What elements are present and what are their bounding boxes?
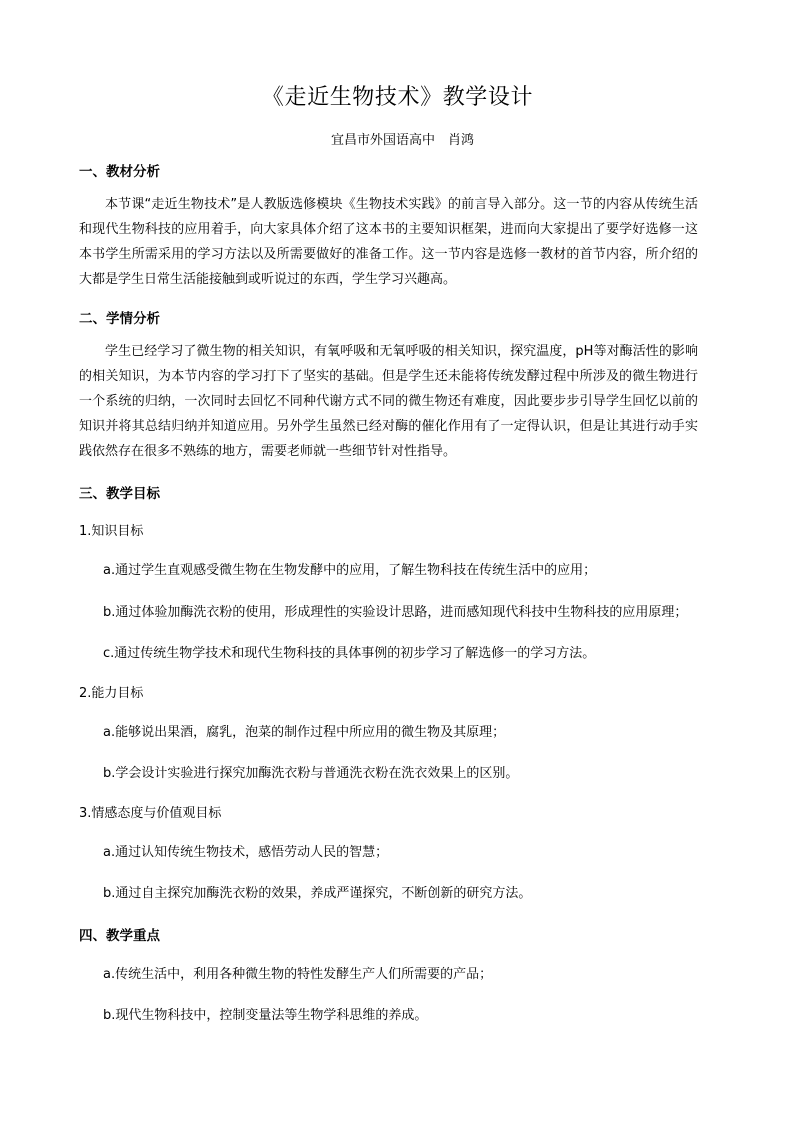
objective-group-attitude-title: 3.情感态度与价值观目标 — [79, 806, 222, 821]
section-heading-textbook-analysis: 一、教材分析 — [79, 164, 160, 180]
objective-group-ability-title: 2.能力目标 — [79, 686, 144, 701]
document-title: 《走近生物技术》教学设计 — [261, 85, 534, 110]
knowledge-objective-b: b.通过体验加酶洗衣粉的使用，形成理性的实验设计思路，进而感知现代科技中生物科技的应用原理； — [103, 605, 688, 620]
attitude-objective-b: b.通过自主探究加酶洗衣粉的效果，养成严谨探究，不断创新的研究方法。 — [103, 886, 532, 901]
knowledge-objective-c: c.通过传统生物学技术和现代生物科技的具体事例的初步学习了解选修一的学习方法。 — [103, 646, 596, 661]
attitude-objective-a: a.通过认知传统生物技术，感悟劳动人民的智慧； — [103, 845, 389, 860]
section-heading-teaching-focus: 四、教学重点 — [79, 928, 160, 944]
section-heading-student-analysis: 二、学情分析 — [79, 311, 160, 327]
teaching-focus-a: a.传统生活中，利用各种微生物的特性发酵生产人们所需要的产品； — [103, 967, 493, 982]
ability-objective-b: b.学会设计实验进行探究加酶洗衣粉与普通洗衣粉在洗衣效果上的区别。 — [103, 766, 519, 781]
ability-objective-a: a.能够说出果酒，腐乳，泡菜的制作过程中所应用的微生物及其原理； — [103, 725, 506, 740]
teaching-focus-b: b.现代生物科技中，控制变量法等生物学科思维的养成。 — [103, 1008, 428, 1023]
objective-group-knowledge-title: 1.知识目标 — [79, 524, 144, 539]
knowledge-objective-a: a.通过学生直观感受微生物在生物发酵中的应用，了解生物科技在传统生活中的应用； — [103, 563, 597, 578]
author-line: 宜昌市外国语高中 肖鸿 — [330, 133, 474, 148]
student-analysis-paragraph: 学生已经学习了微生物的相关知识，有氧呼吸和无氧呼吸的相关知识，探究温度，pH等对酶活性的影响的相关知识，为本节内容的学习打下了坚实的基础。但是学生还未能将传统发酵过程中所涉及的微生物进行一个系统的归纳，一次同时去回忆不同种代谢方式不同的微生物还有难度，因此要步步引导学生回忆以前的知识并将其总结归纳并知道应用。另外学生虽然已经对酶的催化作用有了一定得认识，但是让其进行动手实践依然存在很多不熟练的地方，需要老师就一些细节针对性指导。 — [79, 344, 698, 459]
section-heading-teaching-objectives: 三、教学目标 — [79, 486, 160, 502]
textbook-analysis-paragraph: 本节课“走近生物技术”是人教版选修模块《生物技术实践》的前言导入部分。这一节的内容从传统生活和现代生物科技的应用着手，向大家具体介绍了这本书的主要知识框架，进而向大家提出了要学好选修一这本书学生所需采用的学习方法以及所需要做好的准备工作。这一节内容是选修一教材的首节内容，所介绍的大都是学生日常生活能接触到或听说过的东西，学生学习兴趣高。 — [79, 197, 698, 287]
